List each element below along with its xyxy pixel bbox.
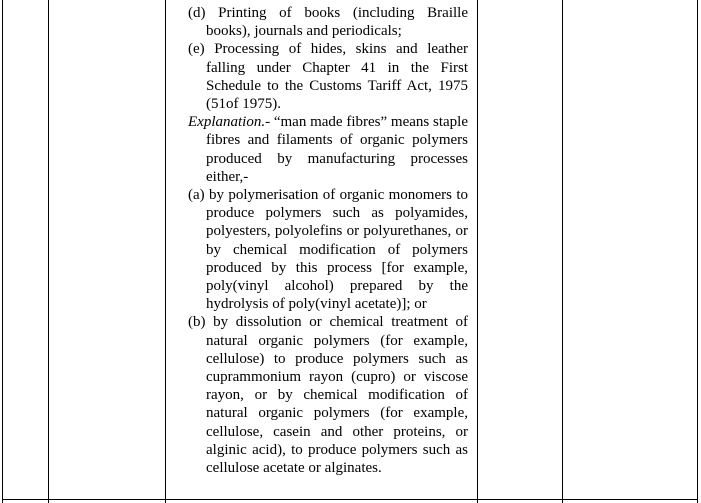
explanation: [188, 113, 468, 186]
explanation-text: “man made fibres” means staple fibres and filaments of organic polymers produced by manufacturing processes either,-: [206, 114, 468, 185]
explanation-label: Explanation.-: [188, 114, 271, 131]
column-divider-3: [477, 0, 478, 503]
column-divider-1: [48, 0, 49, 503]
sub-item-a-marker: (a): [188, 187, 205, 204]
table-border-right: [697, 0, 698, 503]
item-e-text: Processing of hides, skins and leather falling under Chapter 41 in the First Schedule to the Customs Tariff Act, 1975 (51of 1975).: [206, 41, 468, 113]
sub-item-a-text: by polymerisation of organic monomers to produce polymers such as polyamides, polyesters, polyolefins or polyurethanes, or by chemical modification of polymers produced by this process [for example, poly(vinyl alcohol) prepared by the hydrolysis of poly(vinyl acetate)]; or: [206, 187, 468, 313]
item-d: [188, 4, 468, 40]
sub-item-a: [188, 186, 468, 313]
column-divider-4: [562, 0, 563, 503]
item-d-text: Printing of books (including Braille books), journals and periodicals;: [206, 5, 468, 40]
item-e-marker: (e): [188, 41, 205, 58]
sub-item-b-text: by dissolution or chemical treatment of natural organic polymers (for example, cellulose) to produce polymers such as cuprammonium rayon (cupro) or viscose rayon, or by chemical modification of natural organic polymers (for example, cellulose, casein and other proteins, or alginic acid), to produce polymers such as cellulose acetate or alginates.: [206, 314, 469, 477]
table-border-left: [2, 0, 3, 503]
item-e: [188, 40, 468, 113]
row-bottom-border: [2, 499, 698, 500]
sub-item-b-marker: (b): [188, 314, 206, 331]
sub-item-b: [188, 313, 468, 477]
description-cell: [188, 4, 468, 477]
item-d-marker: (d): [188, 5, 206, 21]
column-divider-2: [165, 0, 166, 503]
